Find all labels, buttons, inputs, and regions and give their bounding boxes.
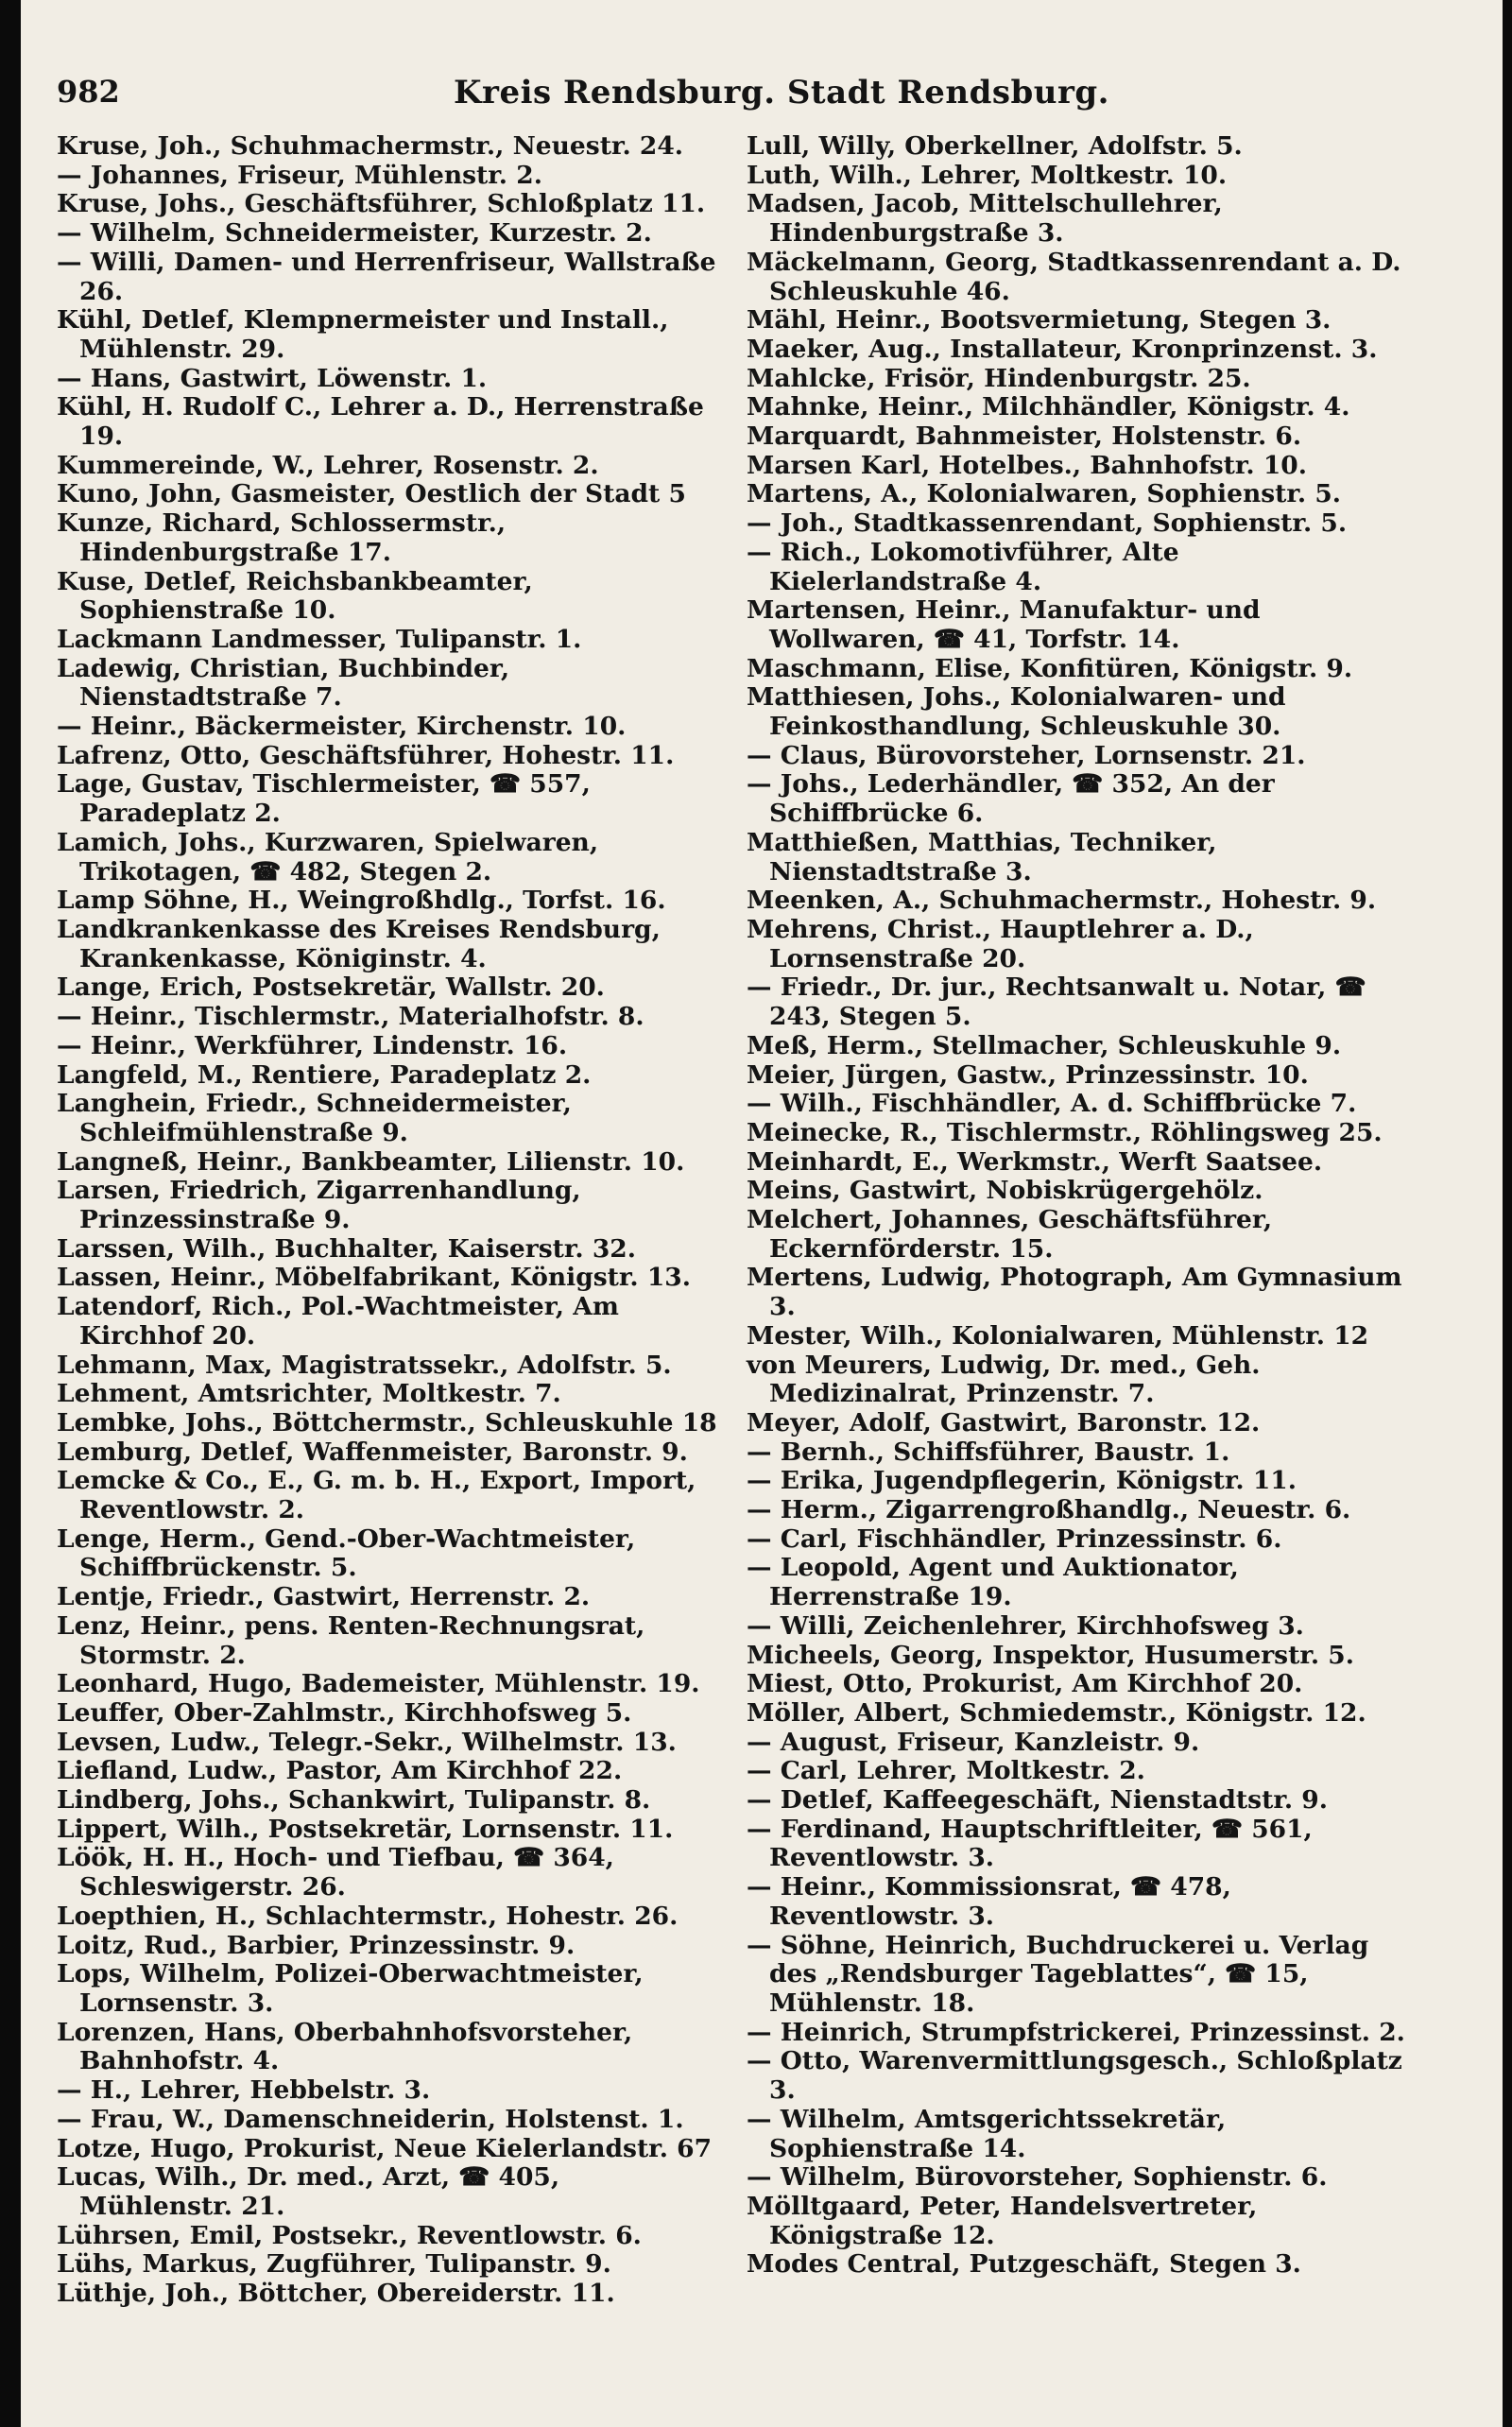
directory-entry: Lange, Erich, Postsekretär, Wallstr. 20.: [57, 973, 605, 1003]
directory-entry: Kuno, John, Gasmeister, Oestlich der Stadt 5: [57, 479, 686, 509]
directory-entry: Lehment, Amtsrichter, Moltkestr. 7.: [57, 1379, 561, 1409]
directory-entry: Latendorf, Rich., Pol.-Wachtmeister, Am Kirchhof 20.: [57, 1292, 619, 1351]
directory-entry: — Joh., Stadtkassenrendant, Sophienstr. 5.: [747, 508, 1348, 539]
directory-entry: Martensen, Heinr., Manufaktur- und Wollwaren, ☎ 41, Torfstr. 14.: [747, 595, 1261, 654]
directory-entry: Miest, Otto, Prokurist, Am Kirchhof 20.: [747, 1669, 1303, 1699]
directory-entry: — Wilh., Fischhändler, A. d. Schiffbrücke 7.: [747, 1089, 1357, 1119]
directory-entry: Madsen, Jacob, Mittelschullehrer, Hindenburgstraße 3.: [747, 189, 1223, 249]
directory-entry: Langhein, Friedr., Schneidermeister, Schleifmühlenstraße 9.: [57, 1089, 572, 1147]
directory-entry: Landkrankenkasse des Kreises Rendsburg, Krankenkasse, Königinstr. 4.: [57, 914, 661, 973]
directory-entry: — Bernh., Schiffsführer, Baustr. 1.: [747, 1437, 1230, 1467]
directory-entry: Lemcke & Co., E., G. m. b. H., Export, Import, Reventlowstr. 2.: [57, 1466, 696, 1525]
directory-entry: Matthiesen, Johs., Kolonialwaren- und Feinkosthandlung, Schleuskuhle 30.: [747, 682, 1286, 742]
page-header: [57, 74, 1467, 127]
directory-entry: Langneß, Heinr., Bankbeamter, Lilienstr. 10.: [57, 1146, 685, 1177]
directory-entry: Lassen, Heinr., Möbelfabrikant, Königstr. 13.: [57, 1263, 691, 1293]
directory-entry: Leuffer, Ober-Zahlmstr., Kirchhofsweg 5.: [57, 1697, 632, 1728]
directory-entry: Möller, Albert, Schmiedemstr., Königstr. 12.: [747, 1697, 1366, 1728]
directory-entry: — Söhne, Heinrich, Buchdruckerei u. Verlag des „Rendsburger Tageblattes“, ☎ 15, Mühlenstr. 18.: [747, 1930, 1369, 2018]
directory-entry: Loitz, Rud., Barbier, Prinzessinstr. 9.: [57, 1930, 576, 1960]
directory-entry: Meyer, Adolf, Gastwirt, Baronstr. 12.: [747, 1407, 1261, 1437]
directory-entry: — Heinrich, Strumpfstrickerei, Prinzessinst. 2.: [747, 2017, 1405, 2047]
directory-entry: — Rich., Lokomotivführer, Alte Kielerlandstraße 4.: [747, 537, 1179, 596]
directory-entry: Mäckelmann, Georg, Stadtkassenrendant a. D. Schleuskuhle 46.: [747, 247, 1401, 306]
directory-entry: Lüthje, Joh., Böttcher, Obereiderstr. 11.: [57, 2279, 615, 2309]
right-column: [747, 132, 1408, 2280]
directory-page: [21, 0, 1503, 2427]
left-column: [57, 132, 718, 2309]
directory-entry: Ladewig, Christian, Buchbinder, Nienstadtstraße 7.: [57, 653, 510, 713]
directory-entry: — Willi, Damen- und Herrenfriseur, Wallstraße 26.: [57, 247, 716, 306]
directory-entry: Loepthien, H., Schlachtermstr., Hohestr. 26.: [57, 1901, 679, 1931]
directory-entry: Levsen, Ludw., Telegr.-Sekr., Wilhelmstr. 13.: [57, 1727, 677, 1757]
directory-entry: Martens, A., Kolonialwaren, Sophienstr. 5.: [747, 479, 1342, 509]
directory-entry: — Johs., Lederhändler, ☎ 352, An der Schiffbrücke 6.: [747, 769, 1275, 829]
directory-entry: Maschmann, Elise, Konfitüren, Königstr. 9.: [747, 653, 1353, 683]
directory-entry: Mähl, Heinr., Bootsvermietung, Stegen 3.: [747, 305, 1332, 336]
directory-entry: — Heinr., Kommissionsrat, ☎ 478, Reventlowstr. 3.: [747, 1872, 1231, 1931]
directory-entry: Meinecke, R., Tischlermstr., Röhlingsweg 25.: [747, 1117, 1383, 1147]
directory-entry: — Herm., Zigarrengroßhandlg., Neuestr. 6.: [747, 1495, 1351, 1525]
directory-entry: Leonhard, Hugo, Bademeister, Mühlenstr. 19.: [57, 1669, 700, 1699]
directory-entry: Matthießen, Matthias, Techniker, Nienstadtstraße 3.: [747, 827, 1217, 886]
directory-entry: — Heinr., Bäckermeister, Kirchenstr. 10.: [57, 712, 627, 742]
directory-entry: Modes Central, Putzgeschäft, Stegen 3.: [747, 2249, 1301, 2280]
directory-entry: — Carl, Fischhändler, Prinzessinstr. 6.: [747, 1523, 1282, 1554]
directory-entry: Mahlcke, Frisör, Hindenburgstr. 25.: [747, 363, 1251, 393]
directory-entry: Mester, Wilh., Kolonialwaren, Mühlenstr. 12: [747, 1320, 1369, 1351]
directory-entry: Marsen Karl, Hotelbes., Bahnhofstr. 10.: [747, 450, 1307, 480]
directory-entry: Kruse, Joh., Schuhmachermstr., Neuestr. 24.: [57, 131, 684, 161]
directory-entry: — Leopold, Agent und Auktionator, Herrenstraße 19.: [747, 1553, 1239, 1612]
directory-entry: Lembke, Johs., Böttchermstr., Schleuskuhle 18: [57, 1407, 717, 1437]
directory-entry: — Detlef, Kaffeegeschäft, Nienstadtstr. 9.: [747, 1785, 1328, 1816]
directory-entry: Lühs, Markus, Zugführer, Tulipanstr. 9.: [57, 2249, 611, 2280]
directory-entry: Kühl, H. Rudolf C., Lehrer a. D., Herrenstraße 19.: [57, 392, 704, 452]
directory-entry: — Wilhelm, Amtsgerichtssekretär, Sophienstraße 14.: [747, 2104, 1227, 2163]
directory-entry: Luth, Wilh., Lehrer, Moltkestr. 10.: [747, 160, 1228, 190]
directory-entry: von Meurers, Ludwig, Dr. med., Geh. Medizinalrat, Prinzenstr. 7.: [747, 1350, 1261, 1409]
directory-entry: Kuse, Detlef, Reichsbankbeamter, Sophienstraße 10.: [57, 566, 533, 626]
directory-entry: Löök, H. H., Hoch- und Tiefbau, ☎ 364, Schleswigerstr. 26.: [57, 1843, 614, 1902]
directory-entry: Lehmann, Max, Magistratssekr., Adolfstr. 5.: [57, 1350, 672, 1380]
directory-entry: Meß, Herm., Stellmacher, Schleuskuhle 9.: [747, 1030, 1342, 1060]
directory-entry: Lamp Söhne, H., Weingroßhdlg., Torfst. 16.: [57, 886, 666, 916]
directory-entry: Lamich, Johs., Kurzwaren, Spielwaren, Trikotagen, ☎ 482, Stegen 2.: [57, 827, 599, 886]
directory-entry: — Heinr., Werkführer, Lindenstr. 16.: [57, 1030, 568, 1060]
directory-entry: Lemburg, Detlef, Waffenmeister, Baronstr. 9.: [57, 1437, 688, 1467]
directory-entry: Mehrens, Christ., Hauptlehrer a. D., Lornsenstraße 20.: [747, 914, 1254, 973]
directory-entry: — H., Lehrer, Hebbelstr. 3.: [57, 2075, 431, 2106]
directory-entry: Mahnke, Heinr., Milchhändler, Königstr. 4.: [747, 392, 1350, 422]
directory-entry: Maeker, Aug., Installateur, Kronprinzenst. 3.: [747, 334, 1378, 364]
directory-entry: Lorenzen, Hans, Oberbahnhofsvorsteher, Bahnhofstr. 4.: [57, 2017, 633, 2076]
directory-entry: Lenz, Heinr., pens. Renten-Rechnungsrat, Stormstr. 2.: [57, 1610, 645, 1670]
directory-entry: Lührsen, Emil, Postsekr., Reventlowstr. 6.: [57, 2220, 642, 2250]
directory-entry: — Carl, Lehrer, Moltkestr. 2.: [747, 1756, 1145, 1786]
directory-entry: Meenken, A., Schuhmachermstr., Hohestr. 9.: [747, 886, 1377, 916]
directory-entry: — Wilhelm, Schneidermeister, Kurzestr. 2.: [57, 218, 652, 249]
directory-entry: Lippert, Wilh., Postsekretär, Lornsenstr. 11.: [57, 1814, 674, 1844]
directory-entry: Kunze, Richard, Schlossermstr., Hindenburgstraße 17.: [57, 508, 507, 567]
directory-entry: Melchert, Johannes, Geschäftsführer, Eckernförderstr. 15.: [747, 1205, 1273, 1264]
directory-entry: — Willi, Zeichenlehrer, Kirchhofsweg 3.: [747, 1610, 1304, 1641]
directory-entry: Meier, Jürgen, Gastw., Prinzessinstr. 10.: [747, 1059, 1309, 1090]
directory-entry: Kühl, Detlef, Klempnermeister und Install., Mühlenstr. 29.: [57, 305, 669, 364]
directory-entry: Kruse, Johs., Geschäftsführer, Schloßplatz 11.: [57, 189, 706, 219]
directory-entry: — Otto, Warenvermittlungsgesch., Schloßplatz 3.: [747, 2046, 1402, 2106]
directory-entry: Micheels, Georg, Inspektor, Husumerstr. 5.: [747, 1640, 1354, 1670]
directory-entry: — August, Friseur, Kanzleistr. 9.: [747, 1727, 1200, 1757]
directory-entry: Larssen, Wilh., Buchhalter, Kaiserstr. 32.: [57, 1233, 636, 1264]
directory-entry: Lafrenz, Otto, Geschäftsführer, Hohestr. 11.: [57, 740, 675, 770]
directory-entry: Liefland, Ludw., Pastor, Am Kirchhof 22.: [57, 1756, 623, 1786]
directory-entry: Marquardt, Bahnmeister, Holstenstr. 6.: [747, 422, 1302, 452]
directory-entry: Mertens, Ludwig, Photograph, Am Gymnasium 3.: [747, 1263, 1402, 1322]
directory-entry: Lage, Gustav, Tischlermeister, ☎ 557, Paradeplatz 2.: [57, 769, 591, 829]
directory-entry: Lentje, Friedr., Gastwirt, Herrenstr. 2.: [57, 1582, 591, 1612]
directory-entry: — Johannes, Friseur, Mühlenstr. 2.: [57, 160, 542, 190]
directory-entry: Mölltgaard, Peter, Handelsvertreter, Königstraße 12.: [747, 2191, 1258, 2250]
directory-entry: Lull, Willy, Oberkellner, Adolfstr. 5.: [747, 131, 1243, 161]
page-number: 982: [57, 74, 120, 110]
directory-entry: — Friedr., Dr. jur., Rechtsanwalt u. Notar, ☎ 243, Stegen 5.: [747, 973, 1366, 1032]
directory-entry: Meinhardt, E., Werkmstr., Werft Saatsee.: [747, 1146, 1323, 1177]
directory-entry: Langfeld, M., Rentiere, Paradeplatz 2.: [57, 1059, 592, 1090]
directory-entry: — Hans, Gastwirt, Löwenstr. 1.: [57, 363, 488, 393]
directory-entry: — Heinr., Tischlermstr., Materialhofstr. 8.: [57, 1002, 644, 1032]
directory-entry: — Wilhelm, Bürovorsteher, Sophienstr. 6.: [747, 2162, 1328, 2193]
page-title: Kreis Rendsburg. Stadt Rendsburg.: [454, 74, 1110, 112]
directory-entry: Larsen, Friedrich, Zigarrenhandlung, Prinzessinstraße 9.: [57, 1176, 581, 1235]
directory-entry: — Claus, Bürovorsteher, Lornsenstr. 21.: [747, 740, 1306, 770]
directory-entry: — Frau, W., Damenschneiderin, Holstenst. 1.: [57, 2104, 684, 2134]
directory-entry: Lops, Wilhelm, Polizei-Oberwachtmeister, Lornsenstr. 3.: [57, 1959, 644, 2018]
directory-entry: Meins, Gastwirt, Nobiskrügergehölz.: [747, 1176, 1263, 1206]
directory-entry: — Erika, Jugendpflegerin, Königstr. 11.: [747, 1466, 1297, 1496]
directory-entry: Lindberg, Johs., Schankwirt, Tulipanstr. 8.: [57, 1785, 651, 1816]
directory-entry: Kummereinde, W., Lehrer, Rosenstr. 2.: [57, 450, 599, 480]
directory-entry: Lucas, Wilh., Dr. med., Arzt, ☎ 405, Mühlenstr. 21.: [57, 2162, 560, 2221]
directory-entry: — Ferdinand, Hauptschriftleiter, ☎ 561, Reventlowstr. 3.: [747, 1814, 1313, 1873]
directory-entry: Lackmann Landmesser, Tulipanstr. 1.: [57, 624, 582, 654]
directory-entry: Lenge, Herm., Gend.-Ober-Wachtmeister, Schiffbrückenstr. 5.: [57, 1523, 636, 1583]
directory-entry: Lotze, Hugo, Prokurist, Neue Kielerlandstr. 67: [57, 2133, 713, 2163]
